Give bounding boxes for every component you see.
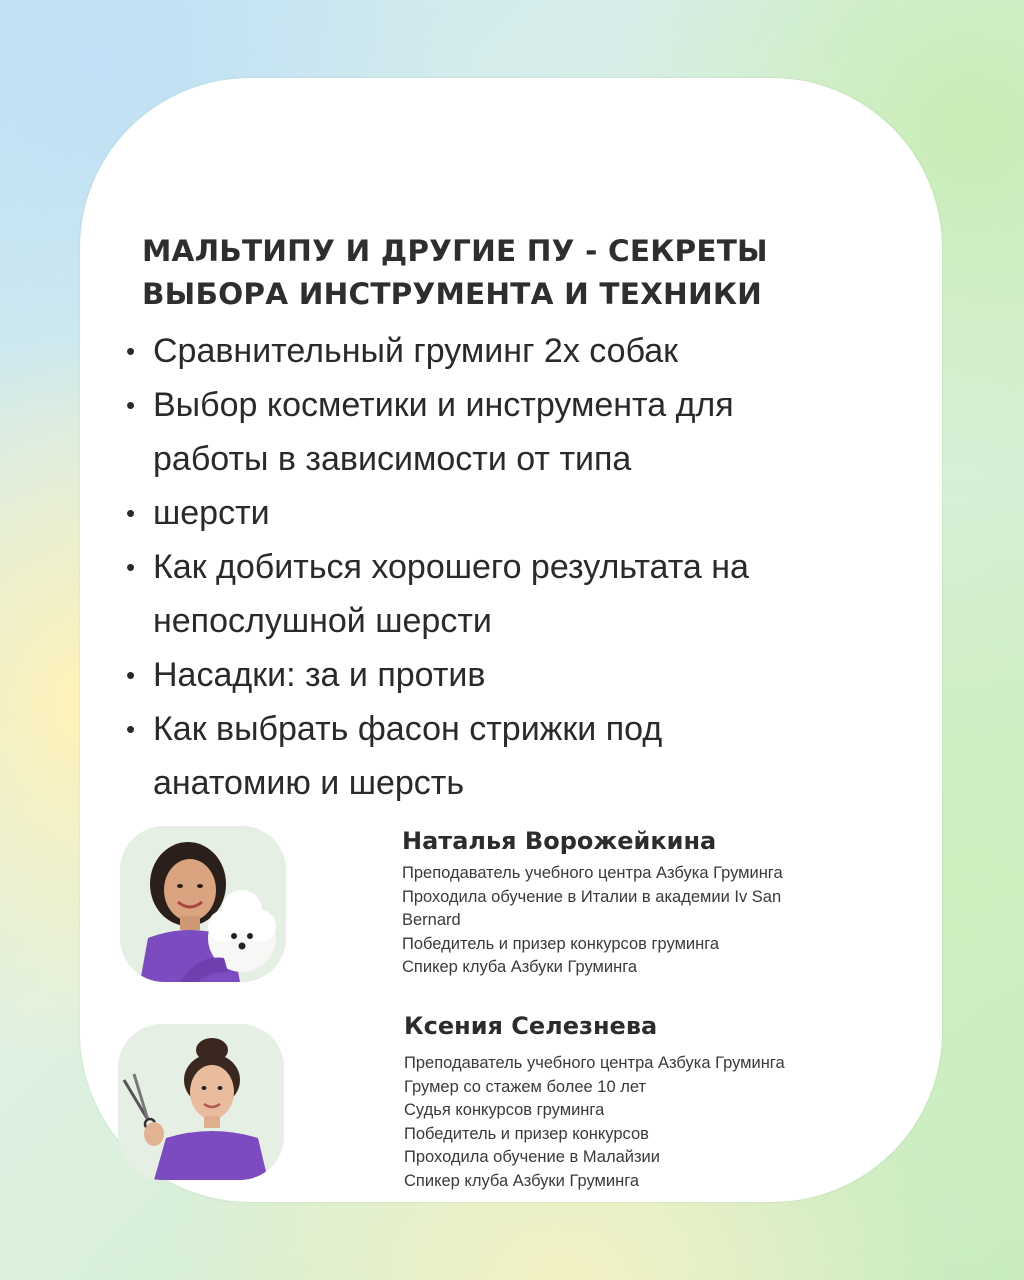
speaker-bio [404,1052,924,1193]
list-item-text: шерсти [153,494,270,532]
list-item-text: Как добиться хорошего результата на [153,548,749,586]
content-card [80,78,942,1202]
speaker-portrait-illustration [118,1024,284,1180]
list-item-text: Как выбрать фасон стрижки под [153,710,663,748]
speaker-photo-vorozheykina [120,826,286,982]
list-item-text: Сравнительный груминг 2х собак [153,332,679,370]
list-item [122,378,902,486]
speaker-photo-selezneva [118,1024,284,1180]
speaker-bio-line: Спикер клуба Азбуки Груминга [402,958,638,976]
page-title [142,230,902,316]
speaker-bio-line: Проходила обучение в Италии в академии Iv San [402,887,782,906]
list-item-text: Насадки: за и против [153,656,486,694]
speaker-bio [402,862,922,980]
list-item [122,702,902,810]
speaker-bio-line: Проходила обучение в Малайзии [404,1148,660,1166]
speaker-bio-line: Bernard [402,911,461,929]
speaker-name: Ксения Селезнева [404,1012,658,1040]
speaker-bio-line: Преподаватель учебного центра Азбука Груминга [404,1054,785,1072]
bullet-icon: • [126,660,136,690]
speaker-bio-line: Грумер со стажем более 10 лет [404,1077,647,1096]
speaker-bio-line: Победитель и призер конкурсов [404,1124,649,1143]
speaker-bio-line: Победитель и призер конкурсов груминга [402,934,720,953]
speaker-bio-line: Спикер клуба Азбуки Груминга [404,1171,640,1190]
bullet-icon: • [126,714,136,744]
list-item-text: работы в зависимости от типа [153,440,632,478]
speaker-bio-line: Преподаватель учебного центра Азбука Груминга [402,864,783,882]
list-item [122,540,902,648]
topic-list [122,324,902,810]
list-item [122,486,902,540]
speaker-portrait-illustration [120,826,286,982]
title-line-2: ВЫБОРА ИНСТРУМЕНТА И ТЕХНИКИ [142,277,763,311]
list-item [122,648,902,702]
bullet-icon: • [126,390,136,420]
bullet-icon: • [126,552,136,582]
list-item-text: Выбор косметики и инструмента для [153,386,734,424]
list-item-text: анатомию и шерсть [153,764,465,802]
list-item [122,324,902,378]
bullet-icon: • [126,336,136,366]
title-line-1: МАЛЬТИПУ И ДРУГИЕ ПУ - СЕКРЕТЫ [142,234,768,268]
speaker-name: Наталья Ворожейкина [402,827,717,855]
list-item-text: непослушной шерсти [153,602,492,640]
bullet-icon: • [126,498,136,528]
speaker-bio-line: Судья конкурсов груминга [404,1101,605,1119]
